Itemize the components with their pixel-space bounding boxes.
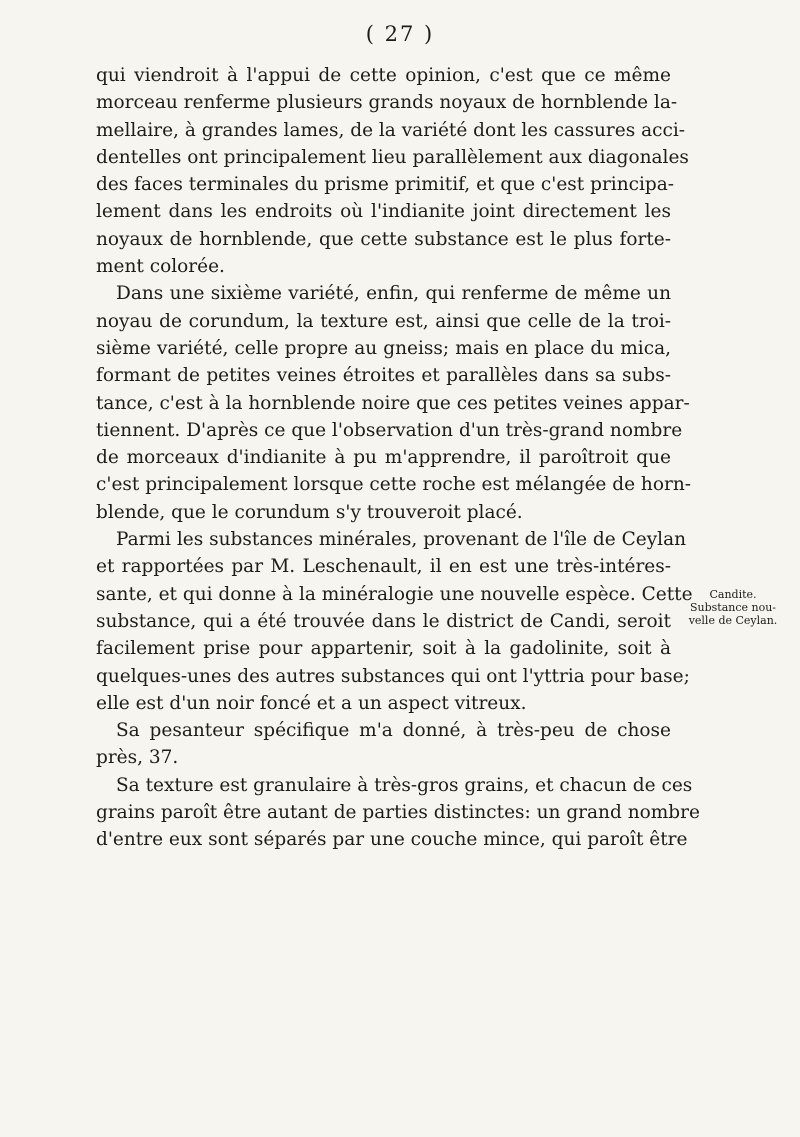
text-line: c'est principalement lorsque cette roche est mélangée de horn- [96,474,691,496]
text-line: et rapportées par M. Leschenault, il en est une très-intéres- [96,556,671,578]
text-line: Dans une sixième variété, enfin, qui renferme de même un [116,283,671,305]
margin-note-line: Candite. [709,588,757,601]
body-text [96,62,700,854]
text-line: tance, c'est à la hornblende noire que ces petites veines appar- [96,392,690,414]
margin-note-line: velle de Ceylan. [688,614,778,627]
text-line: noyaux de hornblende, que cette substance est le plus forte- [96,228,671,250]
text-line: qui viendroit à l'appui de cette opinion, c'est que ce même [96,65,671,86]
text-line: de morceaux d'indianite à pu m'apprendre, il paroîtroit que [96,447,671,469]
text-line: Sa pesanteur spécifique m'a donné, à très-peu de chose [116,720,671,742]
text-line: mellaire, à grandes lames, de la variété dont les cassures acci- [96,119,686,141]
text-line: facilement prise pour appartenir, soit à la gadolinite, soit à [96,638,671,660]
text-line: ment colorée. [96,256,225,278]
paragraph-3 [96,526,693,717]
text-line: noyau de corundum, la texture est, ainsi que celle de la troi- [96,310,671,332]
text-line: Parmi les substances minérales, provenant de l'île de Ceylan [116,529,687,551]
text-line: dentelles ont principalement lieu parallèlement aux diagonales [96,146,689,168]
text-line: substance, qui a été trouvée dans le district de Candi, seroit [96,610,671,632]
text-line: grains paroît être autant de parties distinctes: un grand nombre [96,802,700,824]
text-line: quelques-unes des autres substances qui ont l'yttria pour base; [96,665,690,687]
text-line: d'entre eux sont séparés par une couche mince, qui paroît être [96,829,688,851]
paragraph-4 [96,717,671,772]
text-line: morceau renferme plusieurs grands noyaux de hornblende la- [96,92,678,114]
text-line: des faces terminales du prisme primitif, et que c'est principa- [96,174,675,196]
margin-note-line: Substance nou- [689,601,777,614]
page-number: ( 27 ) [365,22,435,46]
text-line: Sa texture est granulaire à très-gros grains, et chacun de ces [116,774,693,796]
paragraph-5 [96,772,700,854]
paragraph-2 [96,280,691,526]
text-line: lement dans les endroits où l'indianite joint directement les [96,201,671,223]
text-line: près, 37. [96,747,179,769]
text-line: elle est d'un noir foncé et a un aspect vitreux. [96,692,527,714]
margin-note [678,588,788,627]
paragraph-1 [96,62,689,280]
text-line: sième variété, celle propre au gneiss; mais en place du mica, [96,337,671,359]
text-line: blende, que le corundum s'y trouveroit placé. [96,501,523,523]
text-line: formant de petites veines étroites et parallèles dans sa subs- [96,365,671,387]
text-line: tiennent. D'après ce que l'observation d'un très-grand nombre [96,419,683,441]
text-line: sante, et qui donne à la minéralogie une nouvelle espèce. Cette [96,583,693,605]
